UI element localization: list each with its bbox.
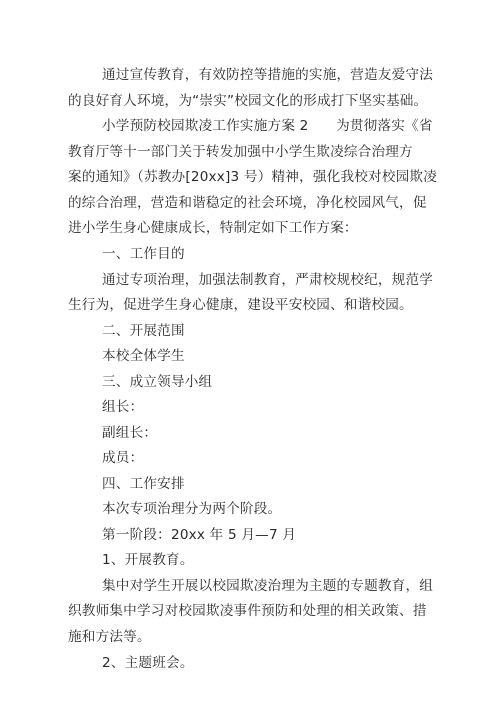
- section-heading-scope: 二、开展范围: [102, 323, 185, 339]
- paragraph-line-22: 织教师集中学习对校园欺凌事件预防和处理的相关政策、措: [68, 603, 427, 619]
- item-education-heading: 1、开展教育。: [102, 552, 194, 568]
- deputy-leader-label: 副组长：: [102, 425, 158, 441]
- section-heading-group: 三、成立领导小组: [102, 374, 213, 390]
- paragraph-line-21: 集中对学生开展以校园欺凌治理为主题的专题教育，组: [102, 578, 434, 594]
- phase-one-line: 第一阶段：20xx 年 5 月—7 月: [102, 527, 297, 543]
- paragraph-line-6: 的综合治理，营造和谐稳定的社会环境，净化校园风气，促: [68, 195, 427, 211]
- section-heading-arrangement: 四、工作安排: [102, 476, 185, 492]
- paragraph-line-1: 通过宣传教育，有效防控等措施的实施，营造友爱守法: [102, 67, 434, 83]
- paragraph-line-18: 本次专项治理分为两个阶段。: [102, 501, 282, 517]
- paragraph-line-12: 本校全体学生: [102, 348, 185, 364]
- section-heading-purpose: 一、工作目的: [102, 246, 185, 262]
- paragraph-line-2: 的良好育人环境，为“崇实”校园文化的形成打下坚实基础。: [68, 93, 428, 109]
- paragraph-line-4: 教育厅等十一部门关于转发加强中小学生欺凌综合治理方: [68, 144, 413, 160]
- paragraph-line-10: 生行为，促进学生身心健康，建设平安校园、和谐校园。: [68, 297, 413, 313]
- paragraph-line-9: 通过专项治理，加强法制教育，严肃校规校纪，规范学: [102, 272, 434, 288]
- members-label: 成员：: [102, 450, 144, 466]
- paragraph-line-7: 进小学生身心健康成长，特制定如下工作方案：: [68, 220, 358, 236]
- item-class-meeting-heading: 2、主题班会。: [102, 655, 194, 671]
- paragraph-line-5: 案的通知》（苏教办[20xx]3 号）精神，强化我校对校园欺凌: [68, 169, 438, 185]
- group-leader-label: 组长：: [102, 399, 144, 415]
- paragraph-line-23: 施和方法等。: [68, 629, 151, 645]
- paragraph-line-3: 小学预防校园欺凌工作实施方案 2 为贯彻落实《省: [102, 118, 433, 134]
